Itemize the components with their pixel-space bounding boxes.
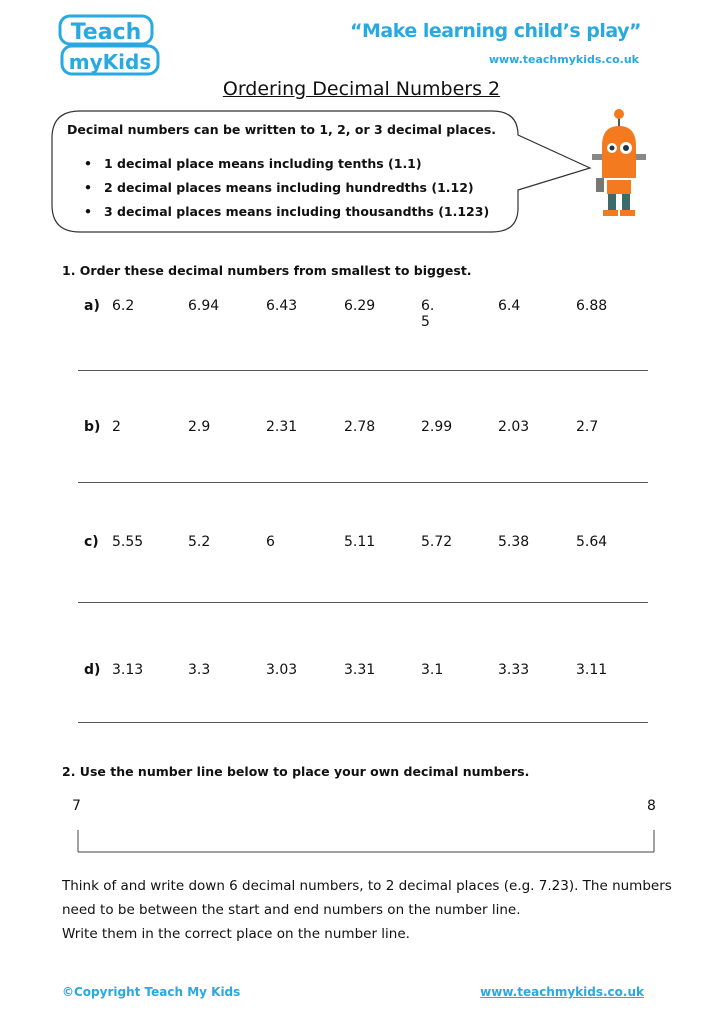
- decimal-number: 2.78: [344, 419, 376, 435]
- decimal-number: 6.29: [344, 298, 376, 314]
- decimal-number: 6: [266, 534, 275, 550]
- question-1: 1. Order these decimal numbers from smallest to biggest.: [62, 263, 472, 278]
- decimal-number: 2.7: [576, 419, 599, 435]
- footer-link[interactable]: www.teachmykids.co.uk: [480, 985, 644, 999]
- decimal-number: 5.38: [498, 534, 530, 550]
- decimal-number: 3.13: [112, 662, 144, 678]
- page-title: Ordering Decimal Numbers 2: [222, 78, 501, 100]
- tagline: “Make learning child’s play”: [350, 20, 641, 42]
- decimal-number: 3.31: [344, 662, 376, 678]
- svg-text:myKids: myKids: [68, 50, 152, 74]
- decimal-number: 2: [112, 419, 121, 435]
- bubble-intro: Decimal numbers can be written to 1, 2, or 3 decimal places.: [67, 122, 497, 137]
- decimal-number: 5.55: [112, 534, 144, 550]
- decimal-number: 6.43: [266, 298, 298, 314]
- decimal-number: 6.2: [112, 298, 135, 314]
- row-label: b): [84, 419, 101, 435]
- copyright: ©Copyright Teach My Kids: [62, 985, 241, 999]
- number-line-start: 7: [72, 798, 81, 814]
- row-label: a): [84, 298, 100, 314]
- decimal-number: 3.03: [266, 662, 298, 678]
- decimal-number: 6.94: [188, 298, 220, 314]
- answer-line-d[interactable]: [78, 722, 648, 723]
- answer-line-b[interactable]: [78, 482, 648, 483]
- number-line[interactable]: [74, 826, 660, 856]
- answer-line-c[interactable]: [78, 602, 648, 603]
- row-label: c): [84, 534, 99, 550]
- bullet-item: • 1 decimal place means including tenths (1.1): [84, 156, 422, 171]
- row-label: d): [84, 662, 101, 678]
- svg-text:Teach: Teach: [70, 20, 142, 45]
- decimal-number: 6. 5: [421, 298, 435, 330]
- decimal-number: 2.99: [421, 419, 453, 435]
- bullet-item: • 2 decimal places means including hundredths (1.12): [84, 180, 474, 195]
- decimal-number: 5.64: [576, 534, 608, 550]
- decimal-number: 6.4: [498, 298, 521, 314]
- bullet-item: • 3 decimal places means including thousandths (1.123): [84, 204, 490, 219]
- instructions: Think of and write down 6 decimal numbers, to 2 decimal places (e.g. 7.23). The numbers need to be between the start and end numbers on the number line. Write them in the correct place on the number line.: [62, 878, 672, 942]
- decimal-number: 5.2: [188, 534, 211, 550]
- decimal-number: 3.1: [421, 662, 444, 678]
- decimal-number: 3.11: [576, 662, 608, 678]
- decimal-number: 6.88: [576, 298, 608, 314]
- decimal-number: 3.33: [498, 662, 530, 678]
- robot-mascot-icon: [588, 108, 650, 218]
- number-line-end: 8: [647, 798, 656, 814]
- header-url[interactable]: www.teachmykids.co.uk: [488, 53, 639, 66]
- answer-line-a[interactable]: [78, 370, 648, 371]
- decimal-number: 2.9: [188, 419, 211, 435]
- decimal-number: 2.03: [498, 419, 530, 435]
- decimal-number: 3.3: [188, 662, 211, 678]
- decimal-number: 5.11: [344, 534, 376, 550]
- decimal-number: 2.31: [266, 419, 298, 435]
- question-2: 2. Use the number line below to place your own decimal numbers.: [62, 764, 530, 779]
- decimal-number: 5.72: [421, 534, 453, 550]
